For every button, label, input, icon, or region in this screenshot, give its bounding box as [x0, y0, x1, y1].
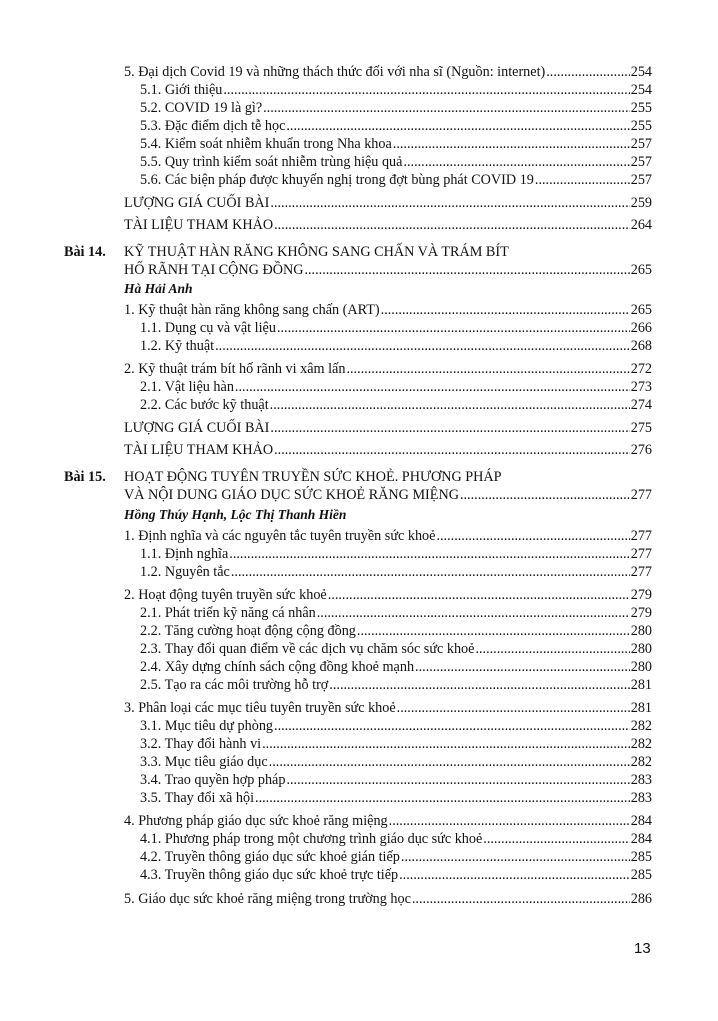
chapter-title: HOẠT ĐỘNG TUYÊN TRUYỀN SỨC KHOẺ. PHƯƠNG PHÁP	[124, 469, 502, 485]
toc-entry: LƯỢNG GIÁ CUỐI BÀI ..... 275	[124, 419, 652, 437]
toc-entry: 4.1. Phương pháp trong một chương trình giáo dục sức khoẻ ..... 284	[140, 830, 652, 848]
dot-leader	[317, 604, 630, 622]
dot-leader	[415, 658, 630, 676]
dot-leader	[215, 337, 630, 355]
toc-entry: 2.2. Các bước kỹ thuật ..... 274	[140, 396, 652, 414]
dot-leader	[277, 319, 630, 337]
dot-leader	[286, 117, 629, 135]
dot-leader	[269, 753, 630, 771]
dot-leader	[229, 545, 629, 563]
toc-entry: 1.2. Nguyên tắc ..... 277	[140, 563, 652, 581]
toc-entry: 1.2. Kỹ thuật ..... 268	[140, 337, 652, 355]
toc-entry: 5.2. COVID 19 là gì? ..... 255	[140, 99, 652, 117]
toc-entry: 1. Định nghĩa và các nguyên tắc tuyên truyền sức khoẻ ..... 277	[124, 527, 652, 545]
toc-entry: 5. Giáo dục sức khoẻ răng miệng trong trường học ..... 286	[124, 890, 652, 908]
toc-entry: 3.1. Mục tiêu dự phòng ..... 282	[140, 717, 652, 735]
dot-leader	[328, 586, 630, 604]
dot-leader	[270, 419, 629, 437]
chapter-number: Bài 14.	[64, 244, 106, 260]
toc-entry: 5.5. Quy trình kiểm soát nhiễm trùng hiệu quả ..... 257	[140, 153, 652, 171]
toc-entry: 4. Phương pháp giáo dục sức khoẻ răng miệng ..... 284	[124, 812, 652, 830]
chapter-author: Hà Hải Anh	[124, 281, 193, 296]
toc-entry: 2.1. Vật liệu hàn ..... 273	[140, 378, 652, 396]
dot-leader	[346, 360, 629, 378]
dot-leader	[399, 866, 630, 884]
toc-entry: 4.3. Truyền thông giáo dục sức khoẻ trực tiếp ..... 285	[140, 866, 652, 884]
chapter-title-line: VÀ NỘI DUNG GIÁO DỤC SỨC KHOẺ RĂNG MIỆNG ..... 277	[124, 486, 652, 504]
page-number: 13	[634, 940, 651, 957]
toc-entry: 3.2. Thay đổi hành vi ..... 282	[140, 735, 652, 753]
toc-entry: 2.5. Tạo ra các môi trường hỗ trợ ..... 281	[140, 676, 652, 694]
dot-leader	[397, 699, 630, 717]
dot-leader	[255, 789, 630, 807]
dot-leader	[436, 527, 629, 545]
dot-leader	[389, 812, 630, 830]
dot-leader	[329, 676, 629, 694]
toc-entry: 3. Phân loại các mục tiêu tuyên truyền sức khoẻ ..... 281	[124, 699, 652, 717]
dot-leader	[274, 441, 630, 459]
toc-entry: 5.1. Giới thiệu ..... 254	[140, 81, 652, 99]
dot-leader	[460, 486, 630, 504]
dot-leader	[262, 735, 630, 753]
dot-leader	[270, 194, 629, 212]
toc-entry: 3.4. Trao quyền hợp pháp ..... 283	[140, 771, 652, 789]
chapter-number: Bài 15.	[64, 469, 106, 485]
toc-entry: LƯỢNG GIÁ CUỐI BÀI ..... 259	[124, 194, 652, 212]
dot-leader	[304, 261, 629, 279]
dot-leader	[223, 81, 629, 99]
toc-entry: TÀI LIỆU THAM KHẢO ..... 264	[124, 216, 652, 234]
dot-leader	[475, 640, 629, 658]
toc-entry: 1. Kỹ thuật hàn răng không sang chấn (ART) ..... 265	[124, 301, 652, 319]
dot-leader	[546, 63, 629, 81]
toc-entry: 2. Kỹ thuật trám bít hố rãnh vi xâm lấn ..... 272	[124, 360, 652, 378]
toc-entry: 5.3. Đặc điểm dịch tễ học ..... 255	[140, 117, 652, 135]
dot-leader	[274, 717, 630, 735]
dot-leader	[535, 171, 630, 189]
toc-entry: 5.4. Kiểm soát nhiễm khuẩn trong Nha khoa ..... 257	[140, 135, 652, 153]
toc-entry: 3.5. Thay đổi xã hội ..... 283	[140, 789, 652, 807]
toc-entry: 2. Hoạt động tuyên truyền sức khoẻ ..... 279	[124, 586, 652, 604]
toc-entry: 2.1. Phát triển kỹ năng cá nhân ..... 279	[140, 604, 652, 622]
dot-leader	[274, 216, 630, 234]
dot-leader	[412, 890, 630, 908]
toc-entry: 1.1. Dụng cụ và vật liệu ..... 266	[140, 319, 652, 337]
chapter-title: KỸ THUẬT HÀN RĂNG KHÔNG SANG CHẤN VÀ TRÁM BÍT	[124, 244, 509, 260]
dot-leader	[403, 153, 629, 171]
toc-entry: 4.2. Truyền thông giáo dục sức khoẻ gián tiếp ..... 285	[140, 848, 652, 866]
chapter-author: Hồng Thúy Hạnh, Lộc Thị Thanh Hiền	[124, 507, 347, 522]
toc-entry: 2.2. Tăng cường hoạt động cộng đồng ..... 280	[140, 622, 652, 640]
dot-leader	[286, 771, 629, 789]
toc-entry: 1.1. Định nghĩa ..... 277	[140, 545, 652, 563]
dot-leader	[270, 396, 630, 414]
dot-leader	[263, 99, 630, 117]
toc-entry: 3.3. Mục tiêu giáo dục ..... 282	[140, 753, 652, 771]
toc-entry: 5. Đại dịch Covid 19 và những thách thức đối với nha sĩ (Nguồn: internet) ..... 254	[124, 63, 652, 81]
dot-leader	[235, 378, 630, 396]
toc-entry: TÀI LIỆU THAM KHẢO ..... 276	[124, 441, 652, 459]
dot-leader	[401, 848, 630, 866]
toc-entry: 2.4. Xây dựng chính sách cộng đồng khoẻ mạnh ..... 280	[140, 658, 652, 676]
toc-entry: 2.3. Thay đổi quan điểm về các dịch vụ chăm sóc sức khoẻ ..... 280	[140, 640, 652, 658]
toc-entry: 5.6. Các biện pháp được khuyến nghị trong đợt bùng phát COVID 19 ..... 257	[140, 171, 652, 189]
chapter-title-line: HỐ RÃNH TẠI CỘNG ĐỒNG ..... 265	[124, 261, 652, 279]
dot-leader	[393, 135, 630, 153]
dot-leader	[483, 830, 629, 848]
dot-leader	[381, 301, 630, 319]
dot-leader	[357, 622, 630, 640]
dot-leader	[231, 563, 630, 581]
